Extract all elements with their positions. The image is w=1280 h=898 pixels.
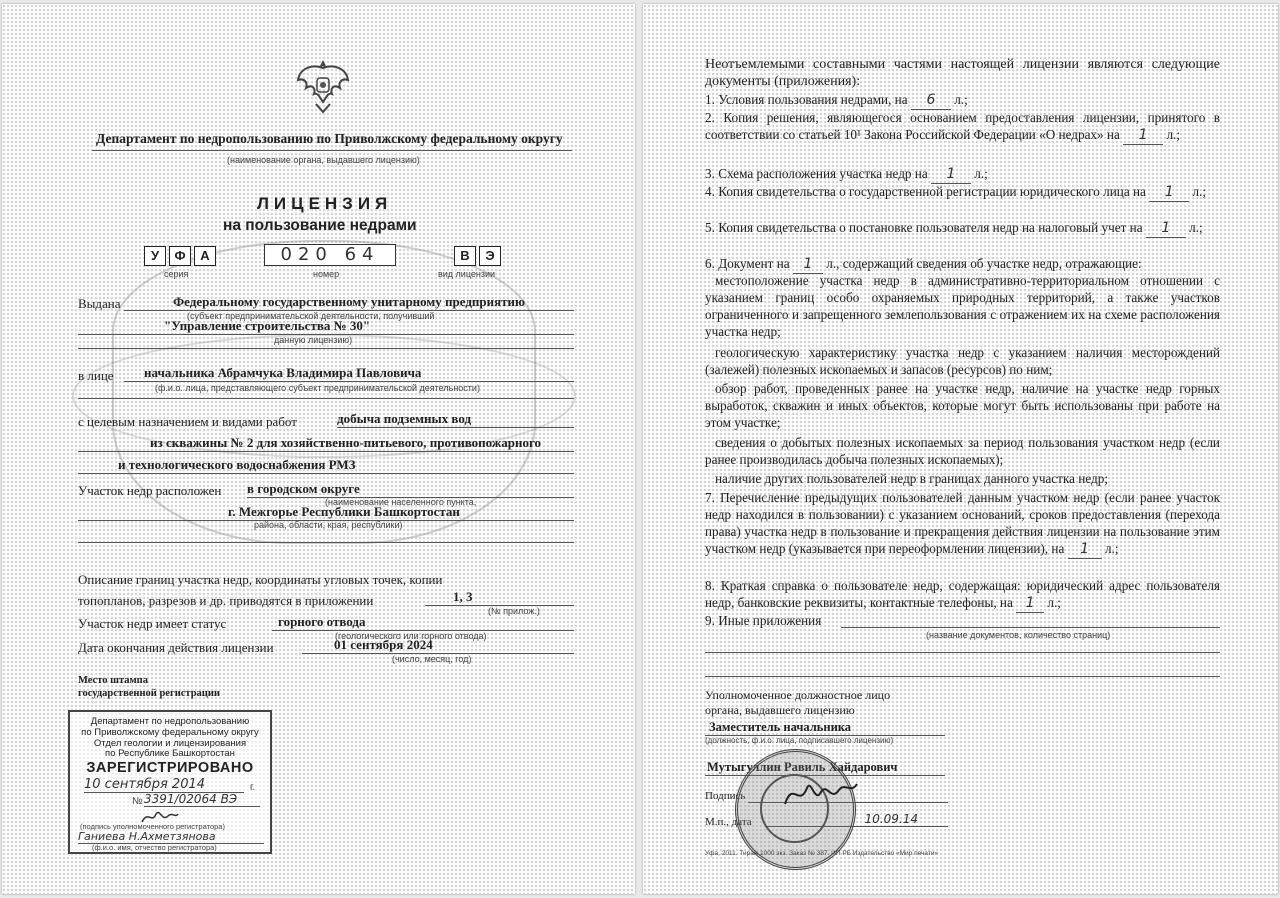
location-value-1: в городском округе (247, 481, 574, 498)
appendix-item-8: 8. Краткая справка о пользователе недр, содержащая: юридический адрес пользователя недр, банковские реквизиты, контактные телефоны, на 1 л.; (705, 578, 1220, 611)
item-6-pages: 1 (793, 256, 823, 274)
stamp-registered: ЗАРЕГИСТРИРОВАНО (86, 760, 254, 776)
mp-label: М.п., дата (705, 816, 752, 828)
item-6-bullet: местоположение участка недр в административно-территориальном отношении с указанием границ особо охраняемых природных территорий, а также участков ограниченного и запрещенного землепользования с отражением их на схеме расположения участка недр; (705, 273, 1220, 339)
official-label-1: Уполномоченное должностное лицо (705, 688, 891, 702)
series-letter: Ф (169, 246, 191, 266)
item-8-pages: 1 (1016, 595, 1044, 613)
appendix-item-7: 7. Перечисление предыдущих пользователей данным участком недр (если ранее участок недр находился в пользовании) с указанием оснований, сроков предоставления (перехода права) участка недр в пользование и прекращения действия лицензии на пользование этим участком недр (указывается при переоформлении лицензии), на 1 л.; (705, 490, 1220, 557)
issued-value-line2: "Управление строительства № 30" (78, 318, 574, 335)
item-2-pages: 1 (1123, 127, 1163, 145)
item-5-pages: 1 (1146, 220, 1186, 238)
stamp-line-2: по Приволжскому федеральному округу (81, 727, 259, 738)
issued-label: Выдана (78, 296, 121, 311)
official-signature-icon (781, 774, 861, 814)
issued-caption-2: данную лицензию) (274, 335, 353, 345)
item-9-caption: (название документов, количество страниц) (926, 630, 1111, 640)
type-caption: вид лицензии (438, 269, 496, 279)
appendix-item-5: 5. Копия свидетельства о постановке пользователя недр на налоговый учет на 1 л.; (705, 220, 1203, 236)
item-6-bullet: геологическую характеристику участка недр с указанием наличия месторождений (залежей) полезных ископаемых и запасов (ресурсов) по ним; (705, 345, 1220, 377)
item-3-pages: 1 (931, 166, 971, 184)
expiry-label: Дата окончания действия лицензии (78, 640, 274, 655)
status-caption: (геологического или горного отвода) (335, 631, 487, 641)
stamp-registrar-name: Ганиева Н.Ахметзянова (78, 830, 264, 844)
location-caption-1: (наименование населенного пункта, (325, 497, 477, 507)
status-value: горного отвода (272, 614, 574, 631)
registration-stamp (68, 710, 272, 854)
expiry-caption: (число, месяц, год) (392, 654, 472, 664)
department-caption: (наименование органа, выдавшего лицензию) (227, 155, 420, 165)
purpose-value-3: и технологического водоснабжения РМЗ (78, 457, 574, 474)
appendix-item-6: 6. Документ на 1 л., содержащий сведения об участке недр, отражающие: (705, 256, 1142, 272)
issued-value: Федеральному государственному унитарному предприятию (124, 294, 574, 311)
item-6-bullet: наличие других пользователей недр в границах данного участка недр; (715, 471, 1108, 486)
official-label-2: органа, выдавшего лицензию (705, 703, 855, 717)
description-text-1: Описание границ участка недр, координаты угловых точек, копии (78, 572, 443, 587)
purpose-value-2: из скважины № 2 для хозяйственно-питьевого, противопожарного (78, 435, 574, 452)
signature-label: Подпись (705, 790, 746, 802)
issued-caption: (субъект предпринимательской деятельности, получивший (187, 311, 435, 321)
license-page-back (643, 4, 1278, 894)
description-text-2: топопланов, разрезов и др. приводятся в приложении (78, 593, 374, 608)
purpose-label: с целевым назначением и видами работ (78, 414, 297, 429)
appendix-item-1: 1. Условия пользования недрами, на 6 л.; (705, 92, 968, 108)
official-position: Заместитель начальника (705, 720, 945, 736)
license-type-letter: Э (479, 246, 501, 266)
mp-date: 10.09.14 (765, 812, 948, 827)
print-footer: Уфа, 2011. Тираж 1000 экз. Заказ № 387. ИП РБ Издательство «Мир печати» (705, 850, 939, 857)
coat-of-arms-icon (292, 54, 354, 116)
appendix-item-9: 9. Иные приложения (705, 613, 822, 628)
item-1-pages: 6 (911, 92, 951, 110)
stamp-date: 10 сентября 2014 (84, 777, 244, 793)
appendix-item-4: 4. Копия свидетельства о государственной регистрации юридического лица на 1 л.; (705, 184, 1207, 200)
appendix-item-2: 2. Копия решения, являющегося основанием предоставления лицензии, принятого в соответствии со статьей 10¹ Закона Российской Федерации «О недрах» на 1 л.; (705, 110, 1220, 143)
appendix-caption: (№ прилож.) (488, 606, 540, 616)
official-name: Мутыгуллин Равиль Хайдарович (705, 760, 945, 776)
location-label: Участок недр расположен (78, 483, 222, 498)
stamp-number: 3391/02064 ВЭ (144, 792, 260, 807)
item-4-pages: 1 (1149, 184, 1189, 202)
license-title: ЛИЦЕНЗИЯ (257, 194, 393, 213)
stamp-line-4: по Республике Башкортостан (105, 748, 235, 759)
stamp-number-label: № (132, 796, 143, 807)
stamp-place-label-1: Место штампа (78, 675, 148, 686)
person-label: в лице (78, 368, 114, 383)
official-caption: (должность, ф.и.о. лица, подписавшего лицензию) (705, 736, 894, 745)
person-caption: (ф.и.о. лица, представляющего субъект предпринимательской деятельности) (155, 383, 480, 393)
license-page-front (2, 4, 635, 894)
stamp-line-3: Отдел геологии и лицензирования (93, 738, 247, 749)
license-number: 020 64 (264, 244, 396, 266)
series-letter: А (194, 246, 216, 266)
license-subtitle: на пользование недрами (223, 217, 417, 234)
item-6-bullet: сведения о добытых полезных ископаемых за период пользования участком недр (если ранее производилась добыча полезных ископаемых); (705, 435, 1220, 467)
appendix-item-3: 3. Схема расположения участка недр на 1 л.; (705, 166, 988, 182)
expiry-value: 01 сентября 2024 (302, 637, 574, 654)
status-label: Участок недр имеет статус (78, 616, 227, 631)
series-letter: У (144, 246, 166, 266)
item-7-pages: 1 (1068, 541, 1102, 559)
license-type-letter: В (454, 246, 476, 266)
appendix-heading: Неотъемлемыми составными частями настоящей лицензии являются следующие документы (приложения): (705, 57, 1220, 89)
person-value: начальника Абрамчука Владимира Павловича (124, 365, 574, 382)
stamp-place-label-2: государственной регистрации (78, 688, 220, 699)
series-caption: серия (164, 269, 189, 279)
stamp-name-caption: (ф.и.о. имя, отчество регистратора) (92, 843, 217, 852)
location-value-2: г. Межгорье Республики Башкортостан (78, 504, 574, 521)
item-6-bullet: обзор работ, проведенных ранее на участке недр, наличие на участке недр горных выработок, скважин и иных объектов, которые могут быть использованы при работе на этом участке; (705, 381, 1220, 430)
stamp-signer-caption: (подпись уполномоченного регистратора) (80, 822, 225, 831)
stamp-line-1: Департамент по недропользованию (90, 716, 250, 727)
number-caption: номер (313, 269, 340, 279)
department-name: Департамент по недропользованию по Приволжскому федеральному округу (96, 131, 563, 146)
appendix-number: 1, 3 (425, 589, 574, 606)
stamp-date-suffix: г. (250, 782, 256, 793)
location-caption-2: района, области, края, республики) (254, 520, 403, 530)
purpose-value-1: добыча подземных вод (337, 411, 574, 428)
